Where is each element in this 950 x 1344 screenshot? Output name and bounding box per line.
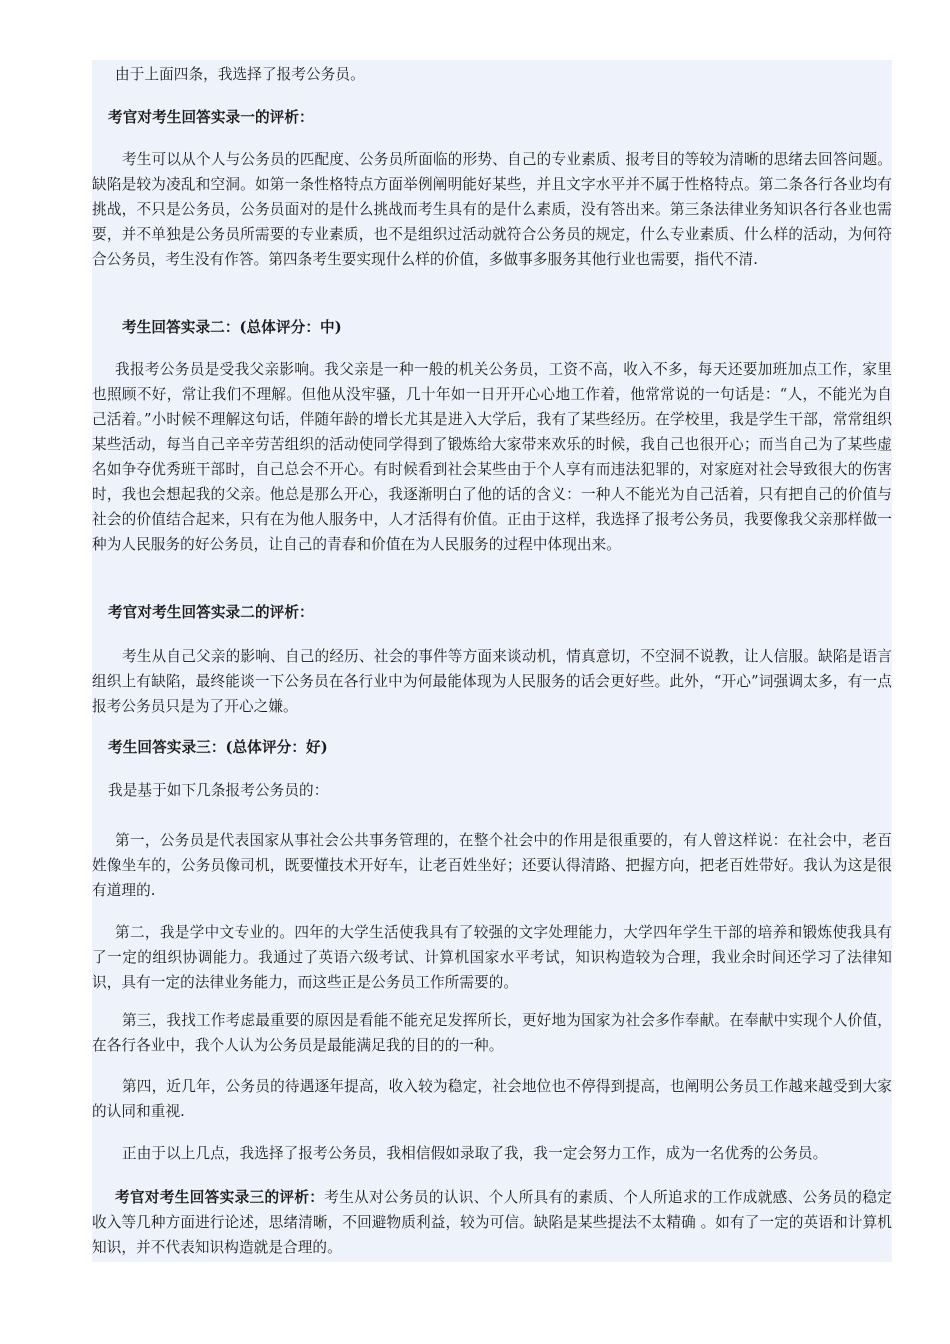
heading-examiner-review-three: 考官对考生回答实录三的评析： <box>115 1189 325 1206</box>
paragraph-reason-one: 第一，公务员是代表国家从事社会公共事务管理的，在整个社会中的作用是很重要的，有人曾这样说：在社会中，老百姓像坐车的，公务员像司机，既要懂技术开好车，让老百姓坐好；还要认得清路、把握方向，把老百姓带好。我认为这是很有道理的. <box>92 832 892 899</box>
heading-answer-two: 考生回答实录二：(总体评分：中) <box>122 319 342 336</box>
paragraph-reason-three: 第三，我找工作考虑最重要的原因是看能不能充足发挥所长，更好地为国家为社会多作奉献。在奉献中实现个人价值，在各行各业中，我个人认为公务员是最能满足我的目的的一种。 <box>92 1012 892 1054</box>
heading-examiner-review-two: 考官对考生回答实录二的评析： <box>108 604 314 621</box>
heading-answer-three: 考生回答实录三：(总体评分：好) <box>108 739 328 756</box>
paragraph-conclusion-one: 由于上面四条，我选择了报考公务员。 <box>115 66 365 83</box>
paragraph-review-three <box>92 1185 892 1260</box>
paragraph-reason-two: 第二，我是学中文专业的。四年的大学生活使我具有了较强的文字处理能力，大学四年学生干部的培养和锻炼使我具有了一定的组织协调能力。我通过了英语六级考试、计算机国家水平考试，知识构造较为合理，我业余时间还学习了法律知识，具有一定的法律业务能力，而这些正是公务员工作所需要的。 <box>92 924 892 991</box>
paragraph-review-one: 考生可以从个人与公务员的匹配度、公务员所面临的形势、自己的专业素质、报考目的等较为清晰的思绪去回答问题。缺陷是较为凌乱和空洞。如第一条性格特点方面举例阐明能好某些，并且文字水平并不属于性格特点。第二条各行各业均有挑战，不只是公务员，公务员面对的是什么挑战而考生具有的是什么素质，没有答出来。第三条法律业务知识各行各业也需要，并不单独是公务员所需要的专业素质，也不是组织过活动就符合公务员的规定，什么专业素质、什么样的活动，为何符合公务员，考生没有作答。第四条考生要实现什么样的价值，多做事多服务其他行业也需要，指代不清. <box>92 151 892 268</box>
paragraph-answer-three-intro: 我是基于如下几条报考公务员的： <box>108 782 329 799</box>
paragraph-review-two: 考生从自己父亲的影响、自己的经历、社会的事件等方面来谈动机，情真意切，不空洞不说教，让人信服。缺陷是语言组织上有缺陷，最终能谈一下公务员在各行业中为何最能体现为人民服务的话会更好些。此外，“开心”词强调太多，有一点报考公务员只是为了开心之嫌。 <box>92 648 892 715</box>
paragraph-review-three-body: 考生从对公务员的认识、个人所具有的素质、个人所追求的工作成就感、公务员的稳定收入等几种方面进行论述，思绪清晰，不回避物质利益，较为可信。缺陷是某些提法不太精确 。如有了一定的英语和计算机知识，并不代表知识构造就是合理的。 <box>92 1189 892 1256</box>
heading-examiner-review-one: 考官对考生回答实录一的评析： <box>108 109 314 126</box>
document-page <box>92 60 892 1262</box>
paragraph-reason-four: 第四，近几年，公务员的待遇逐年提高，收入较为稳定，社会地位也不停得到提高，也阐明公务员工作越来越受到大家的认同和重视. <box>92 1078 892 1120</box>
paragraph-answer-three-conclusion: 正由于以上几点，我选择了报考公务员，我相信假如录取了我，我一定会努力工作，成为一名优秀的公务员。 <box>122 1145 828 1162</box>
paragraph-answer-two: 我报考公务员是受我父亲影响。我父亲是一种一般的机关公务员，工资不高，收入不多，每天还要加班加点工作，家里也照顾不好，常让我们不理解。但他从没牢骚，几十年如一日开开心心地工作着，他常常说的一句话是：“人，不能光为自己活着。”小时候不理解这句话，伴随年龄的增长尤其是进入大学后，我有了某些经历。在学校里，我是学生干部，常常组织某些活动，每当自己辛辛劳苦组织的活动使同学得到了锻炼给大家带来欢乐的时候，我自己也很开心；而当自己为了某些虚名如争夺优秀班干部时，自己总会不开心。有时候看到社会某些由于个人享有而违法犯罪的，对家庭对社会导致很大的伤害时，我也会想起我的父亲。他总是那么开心，我逐渐明白了他的话的含义：一种人不能光为自己活着，只有把自己的价值与社会的价值结合起来，只有在为他人服务中，人才活得有价值。正由于这样，我选择了报考公务员，我要像我父亲那样做一种为人民服务的好公务员，让自己的青春和价值在为人民服务的过程中体现出来。 <box>92 361 892 553</box>
